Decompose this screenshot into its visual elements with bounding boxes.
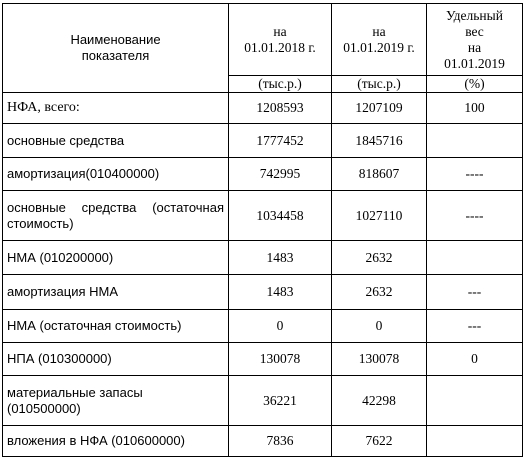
row-share: --- [427, 275, 523, 310]
row-name: вложения в НФА (010600000) [3, 426, 229, 457]
row-name: НФА, всего: [3, 93, 229, 124]
header-2018 [229, 4, 332, 76]
row-name: амортизация НМА [3, 275, 229, 310]
row-value-2018: 1483 [229, 241, 332, 275]
row-name: НМА (остаточная стоимость) [3, 310, 229, 343]
row-value-2018: 0 [229, 310, 332, 343]
header-share-line2: вес [465, 23, 484, 39]
row-value-2018: 130078 [229, 343, 332, 376]
non-financial-assets-table [2, 3, 523, 457]
row-name: НПА (010300000) [3, 343, 229, 376]
row-value-2019: 42298 [332, 376, 427, 426]
row-share: 0 [427, 343, 523, 376]
table-row [3, 241, 523, 275]
header-indicator-name [3, 4, 229, 93]
row-share: 100 [427, 93, 523, 124]
row-value-2019: 130078 [332, 343, 427, 376]
header-share-line3: на [467, 39, 482, 55]
table-row [3, 191, 523, 241]
row-name [3, 376, 229, 426]
header-2019-line1: на [372, 23, 386, 39]
row-name-line2: стоимость) [7, 215, 74, 231]
row-value-2019: 1027110 [332, 191, 427, 241]
row-value-2018: 1483 [229, 275, 332, 310]
unit-2019: (тыс.р.) [332, 76, 427, 93]
row-value-2018: 1034458 [229, 191, 332, 241]
row-name-line1: материальные запасы [7, 384, 143, 400]
row-value-2018: 36221 [229, 376, 332, 426]
unit-share: (%) [427, 76, 523, 93]
table-row [3, 158, 523, 191]
header-share-line4: 01.01.2019 [444, 55, 505, 71]
row-name [3, 191, 229, 241]
row-share [427, 124, 523, 158]
row-value-2018: 7836 [229, 426, 332, 457]
row-value-2019: 818607 [332, 158, 427, 191]
table-row [3, 343, 523, 376]
table-row [3, 426, 523, 457]
unit-2018: (тыс.р.) [229, 76, 332, 93]
row-name-line1: основные средства (остаточная [7, 199, 224, 215]
table-row [3, 376, 523, 426]
row-share [427, 376, 523, 426]
table-row [3, 310, 523, 343]
row-name: НМА (010200000) [3, 241, 229, 275]
row-value-2019: 0 [332, 310, 427, 343]
table-header-row [3, 4, 523, 76]
header-share-line1: Удельный [446, 7, 503, 23]
row-value-2019: 2632 [332, 241, 427, 275]
row-share [427, 426, 523, 457]
row-share: --- [427, 310, 523, 343]
table-row [3, 93, 523, 124]
row-value-2019: 1207109 [332, 93, 427, 124]
row-share [427, 241, 523, 275]
header-indicator-line2: показателя [81, 48, 150, 63]
row-value-2018: 1777452 [229, 124, 332, 158]
row-share: ---- [427, 191, 523, 241]
row-name: амортизация(010400000) [3, 158, 229, 191]
row-name-line2: (010500000) [7, 400, 81, 416]
row-share: ---- [427, 158, 523, 191]
table-row [3, 275, 523, 310]
table-row [3, 124, 523, 158]
row-name: основные средства [3, 124, 229, 158]
row-value-2018: 742995 [229, 158, 332, 191]
header-share [427, 4, 523, 76]
row-value-2019: 1845716 [332, 124, 427, 158]
header-2018-line2: 01.01.2018 г. [244, 39, 316, 55]
header-2019 [332, 4, 427, 76]
header-indicator-line1: Наименование [70, 32, 161, 47]
row-value-2019: 7622 [332, 426, 427, 457]
header-2019-line2: 01.01.2019 г. [343, 39, 415, 55]
row-value-2019: 2632 [332, 275, 427, 310]
row-value-2018: 1208593 [229, 93, 332, 124]
header-2018-line1: на [273, 23, 287, 39]
